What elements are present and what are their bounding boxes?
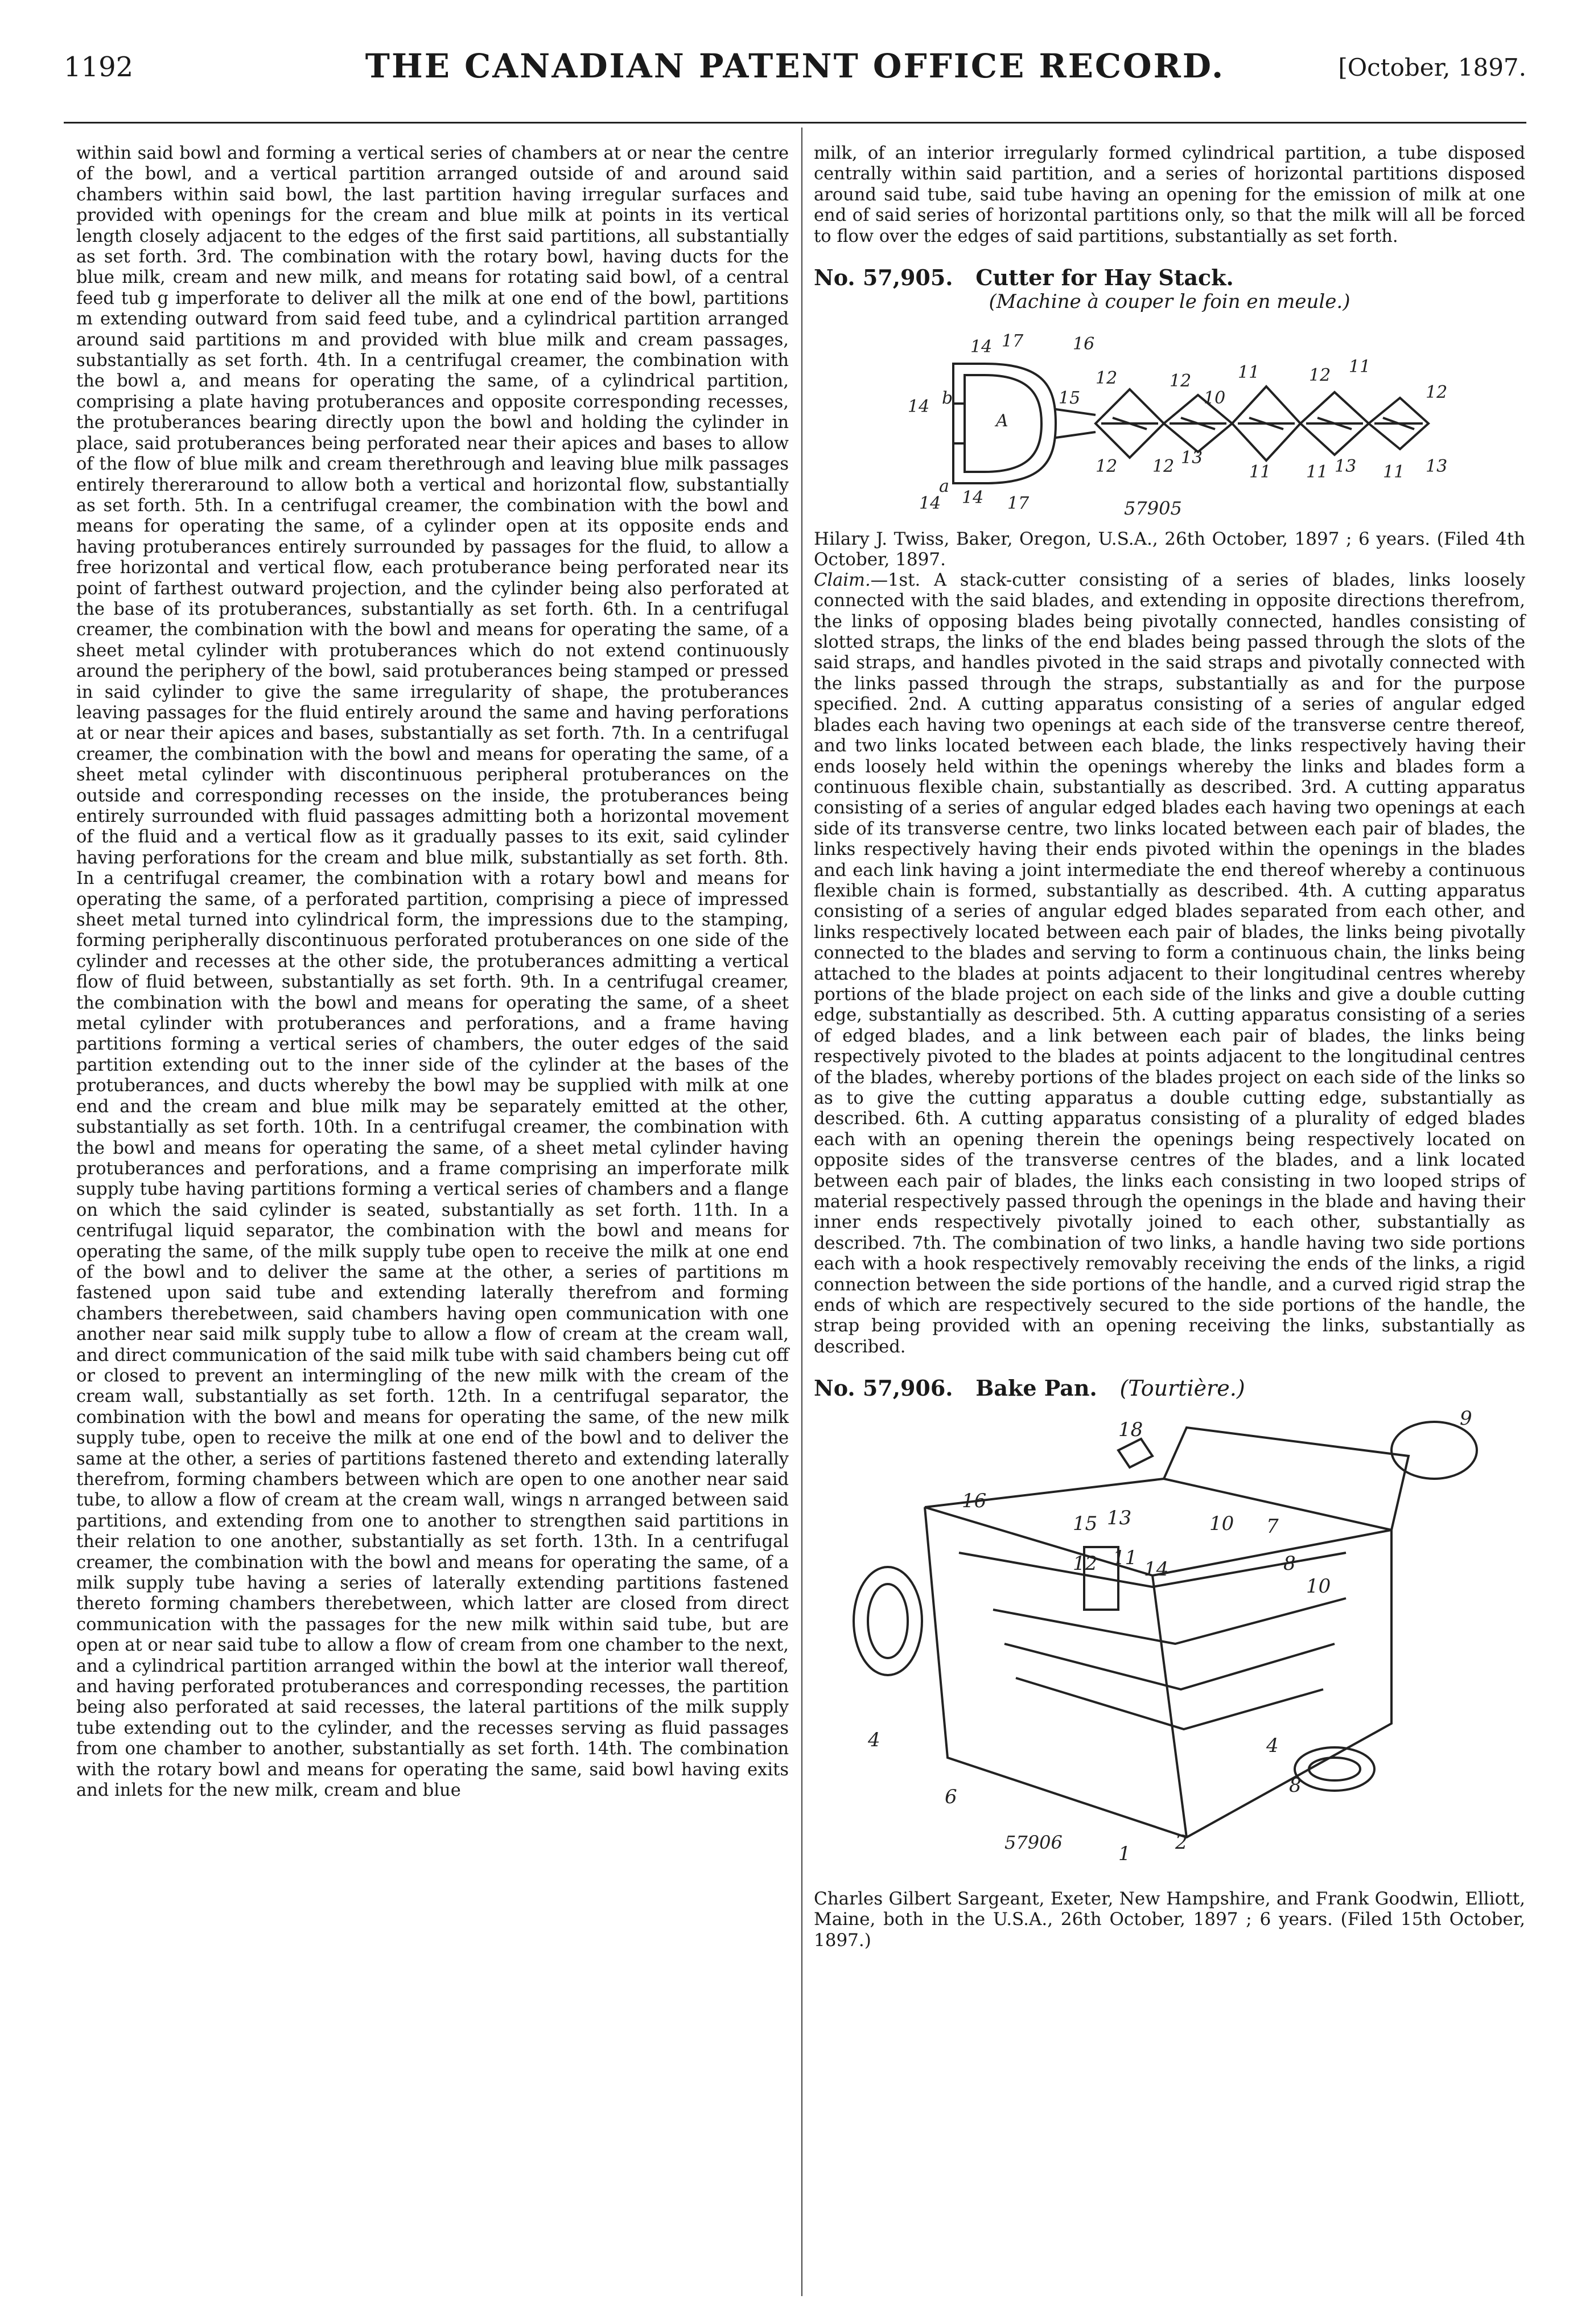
fig-label: 4 — [868, 1728, 880, 1751]
continuation-text: milk, of an interior irregularly formed cylindrical partition, a tube disposed centrally within said partition, and a series of horizontal partitions disposed around said tube, said tube having an opening for the emission of milk at one end of said series of horizontal partitions only, so that the milk will all be forced to flow over the edges of said partitions, substantially as set forth. — [814, 143, 1525, 246]
issue-date: [October, 1897. — [1338, 54, 1526, 81]
patent-number: No. 57,905. — [814, 265, 953, 291]
fig-label: 14 — [970, 336, 993, 357]
fig-label: a — [939, 476, 949, 496]
hay-cutter-figure — [885, 318, 1454, 523]
fig-label: 11 — [1238, 362, 1260, 382]
fig-label: 16 — [1073, 334, 1095, 354]
claim-label: Claim. — [814, 570, 871, 590]
fig-label: 14 — [962, 487, 984, 508]
header-rule — [64, 122, 1526, 124]
journal-title: THE CANADIAN PATENT OFFICE RECORD. — [365, 47, 1225, 85]
fig-label: 4 — [1266, 1734, 1279, 1757]
fig-label: 12 — [1073, 1552, 1098, 1575]
fig-label: 7 — [1266, 1515, 1279, 1538]
page-number: 1192 — [64, 51, 134, 83]
column-divider — [801, 127, 802, 2296]
fig-label: 12 — [1152, 456, 1175, 476]
fig-label: 12 — [1096, 368, 1118, 388]
fig-label: 11 — [1306, 462, 1328, 482]
left-column-text: within said bowl and forming a vertical series of chambers at or near the centre of the bowl, and a vertical partition arranged outside of and around said chambers within said bowl, the last partition having irregular surfaces and provided with openings for the cream and blue milk at points in its vertical length closely adjacent to the edges of the first said partitions, all substantially as set forth. 3rd. The combination with the rotary bowl, having ducts for the blue milk, cream and new milk, and means for rotating said bowl, of a central feed tub g imperforate to deliver all the milk at one end of the bowl, partitions m extending outward from said feed tube, and a cylindrical partition arranged around said partitions m and provided with blue milk and cream passages, substantially as set forth. 4th. In a centrifugal creamer, the combination with the bowl a, and means for operating the same, of a cylindrical partition, comprising a plate having protuberances and opposite corresponding recesses, the protuberances bearing directly upon the bowl and holding the cylinder in place, said protuberances being perforated near their apices and bases to allow of the flow of blue milk and cream therethrough and leaving blue milk passages entirely thereraround to allow both a vertical and horizontal flow, substantially as set forth. 5th. In a centrifugal creamer, the combination with the bowl and means for operating the same, of a cylinder open at its opposite ends and having protuberances entirely surrounded by passages for the fluid, to allow a free horizontal and vertical flow, each protuberance being perforated near its point of farthest outward projection, and the cylinder being also perforated at the base of its protuberances, substantially as set forth. 6th. In a centrifugal creamer, the combination with the bowl and means for operating the same, of a sheet metal cylinder with protuberances which do not extend continuously around the periphery of the bowl, said protuberances being stamped or pressed in said cylinder to give the same irregularity of shape, the protuberances leaving passages for the fluid entirely around the same and having perforations at or near their apices and bases, substantially as set forth. 7th. In a centrifugal creamer, the combination with the bowl and means for operating the same, of a sheet metal cylinder with discontinuous peripheral protuberances on the outside and corresponding recesses on the inside, the protuberances being entirely surrounded with fluid passages admitting both a horizontal movement of the fluid and a vertical flow as it gradually passes to its exit, said cylinder having perforations for the cream and blue milk, substantially as set forth. 8th. In a centrifugal creamer, the combination with a rotary bowl and means for operating the same, of a perforated partition, comprising a piece of impressed sheet metal turned into cylindrical form, the impressions due to the stamping, forming peripherally discontinuous perforated protuberances on one side of the cylinder and recesses at the other side, the protuberances admitting a vertical flow of fluid between, substantially as set forth. 9th. In a centrifugal creamer, the combination with the bowl and means for operating the same, of a sheet metal cylinder with protuberances and perforations, and a frame having partitions forming a vertical series of chambers, the outer edges of the said partition extending out to the inner side of the cylinder at the bases of the protuberances, and ducts whereby the bowl may be supplied with milk at one end and the cream and blue milk may be separately emitted at the other, substantially as set forth. 10th. In a centrifugal creamer, the combination with the bowl and means for operating the same, of a sheet metal cylinder having protuberances and perforations, and a frame comprising an imperforate milk supply tube having partitions forming a vertical series of chambers and a flange on which the said cylinder is seated, substantially as set forth. 11th. In a centrifugal liquid separator, the combination with the bowl and means for operating the same, of the milk supply tube open to receive the milk at one end of the bowl and to deliver the same at the other, a series of partitions m fastened upon said tube and extending laterally therefrom and forming chambers therebetween, said chambers having open communication with one another near said milk supply tube to allow a flow of cream at the cream wall, and direct communication of the said milk tube with said chambers being cut off or closed to prevent an intermingling of the new milk with the cream of the cream wall, substantially as set forth. 12th. In a centrifugal separator, the combination with the bowl and means for operating the same, of the new milk supply tube, open to receive the milk at one end of the bowl and to deliver the same at the other, a series of partitions fastened thereto and extending laterally therefrom, forming chambers between which are open to one another near said tube, to allow a flow of cream at the cream wall, wings n arranged between said partitions, and extending from one to another to strengthen said partitions in their relation to one another, substantially as set forth. 13th. In a centrifugal creamer, the combination with the bowl and means for operating the same, of a milk supply tube having a series of laterally extending partitions fastened thereto forming chambers therebetween, which latter are closed from direct communication with the passages for the new milk within said tube, but are open at or near said tube to allow a flow of cream from one chamber to the next, and a cylindrical partition arranged within the bowl at the interior wall thereof, and having perforated protuberances and corresponding recesses, the partition being also perforated at said recesses, the lateral partitions of the milk supply tube extending out to the cylinder, and the recesses serving as fluid passages from one chamber to another, substantially as set forth. 14th. The combination with the rotary bowl and means for operating the same, said bowl having exits and inlets for the new milk, cream and blue — [76, 143, 789, 1801]
page-header — [64, 41, 1526, 104]
fig-label: 12 — [1170, 371, 1192, 391]
fig-label: 15 — [1059, 388, 1081, 408]
patent-title: Cutter for Hay Stack. — [975, 265, 1234, 291]
fig-label: 13 — [1107, 1506, 1132, 1529]
patent-french-title: (Machine à couper le foin en meule.) — [989, 290, 1350, 314]
fig-label: A — [996, 410, 1008, 431]
fig-label: 11 — [1249, 462, 1271, 482]
fig-label: 12 — [1426, 382, 1448, 402]
patent-number: No. 57,906. — [814, 1375, 953, 1401]
fig-label: 16 — [962, 1489, 987, 1512]
left-column — [76, 143, 789, 1801]
patent-title: Bake Pan. — [975, 1375, 1097, 1401]
fig-label: 15 — [1073, 1512, 1098, 1535]
fig-label: 8 — [1283, 1552, 1296, 1575]
patent-heading-57905 — [814, 265, 1525, 291]
fig-label: 2 — [1175, 1831, 1188, 1854]
patent-french-title: (Tourtière.) — [1119, 1376, 1245, 1401]
right-column — [814, 143, 1525, 1951]
fig-label: 12 — [1309, 365, 1331, 385]
fig-label: 8 — [1289, 1774, 1302, 1797]
fig-label: 14 — [1144, 1557, 1169, 1581]
claims-text: —1st. A stack-cutter consisting of a series of blades, links loosely connected with the said blades, and extending in opposite directions therefrom, the links of opposing blades being pivotally connected, handles consisting of slotted straps, the links of the end blades being passed through the slots of the said straps, and handles pivoted in the said straps and pivotally connected with the links passed through the straps, substantially as and for the purpose specified. 2nd. A cutting apparatus consisting of a series of angular edged blades each having two openings at each side of the transverse centre thereof, and two links located between each blade, the links respectively having their ends loosely held within the openings whereby the links and blades form a continuous flexible chain, substantially as described. 3rd. A cutting apparatus consisting of a series of angular edged blades each having two openings at each side of its transverse centre, two links located between each pair of blades, the links respectively having their ends pivoted within the openings in the blades and each link having a joint intermediate the end thereof whereby a continuous flexible chain is formed, substantially as described. 4th. A cutting apparatus consisting of a series of angular edged blades separated from each other, and links respectively located between each pair of blades, the links being pivotally connected to the blades and serving to form a continuous chain, the links being attached to the blades at points adjacent to their longitudinal centres whereby portions of the blade project on each side of the links and give a double cutting edge, substantially as described. 5th. A cutting apparatus consisting of a series of edged blades, and a link between each pair of blades, the links being respectively pivoted to the blades at points adjacent to the longitudinal centres of the blades, whereby portions of the blades project on each side of the links so as to give the cutting apparatus a double cutting edge, substantially as described. 6th. A cutting apparatus consisting of a plurality of edged blades each with an opening therein the openings being respectively located on opposite sides of the transverse centres of the blades, and a link located between each pair of blades, the links each consisting in two looped strips of material respectively passed through the openings in the blade and having their inner ends respectively pivotally joined to each other, substantially as described. 7th. The combination of two links, a handle having two side portions each with a hook respectively removably receiving the ends of the links, a rigid connection between the side portions of the handle, and a curved rigid strap the ends of which are respectively secured to the side portions of the handle, the strap being provided with an opening receiving the links, substantially as described. — [814, 570, 1525, 1357]
figure-number: 57906 — [1004, 1831, 1063, 1853]
fig-label: 13 — [1335, 456, 1357, 476]
fig-label: 17 — [1007, 493, 1030, 513]
claims-57905 — [814, 570, 1525, 1358]
fig-label: 14 — [908, 396, 930, 417]
inventor-text: Hilary J. Twiss, Baker, Oregon, U.S.A., 26th October, 1897 ; 6 years. (Filed 4th October, 1897. — [814, 528, 1525, 570]
fig-label: 11 — [1113, 1546, 1138, 1569]
bake-pan-figure — [834, 1405, 1505, 1883]
fig-label: 17 — [1002, 331, 1024, 351]
hay-cutter-drawing — [885, 318, 1454, 523]
fig-label: 1 — [1118, 1842, 1131, 1865]
fig-label: 11 — [1383, 462, 1405, 482]
fig-label: 18 — [1118, 1418, 1143, 1441]
fig-label: 10 — [1204, 388, 1226, 408]
inventor-57905 — [814, 529, 1525, 570]
fig-label: 11 — [1349, 356, 1371, 377]
bake-pan-drawing — [834, 1405, 1505, 1883]
fig-label: b — [942, 388, 953, 408]
fig-label: 13 — [1426, 456, 1448, 476]
fig-label: 10 — [1209, 1512, 1234, 1535]
fig-label: 10 — [1306, 1574, 1331, 1598]
fig-label: 14 — [919, 493, 941, 513]
inventor-text: Charles Gilbert Sargeant, Exeter, New Hampshire, and Frank Goodwin, Elliott, Maine, both in the U.S.A., 26th October, 1897 ; 6 years. (Filed 15th October, 1897.) — [814, 1888, 1525, 1951]
patent-heading-57906 — [814, 1375, 1525, 1401]
fig-label: 13 — [1181, 447, 1203, 468]
figure-number: 57905 — [1124, 497, 1182, 519]
fig-label: 6 — [945, 1785, 957, 1808]
inventor-57906 — [814, 1889, 1525, 1951]
fig-label: 9 — [1460, 1406, 1472, 1430]
fig-label: 12 — [1096, 456, 1118, 476]
